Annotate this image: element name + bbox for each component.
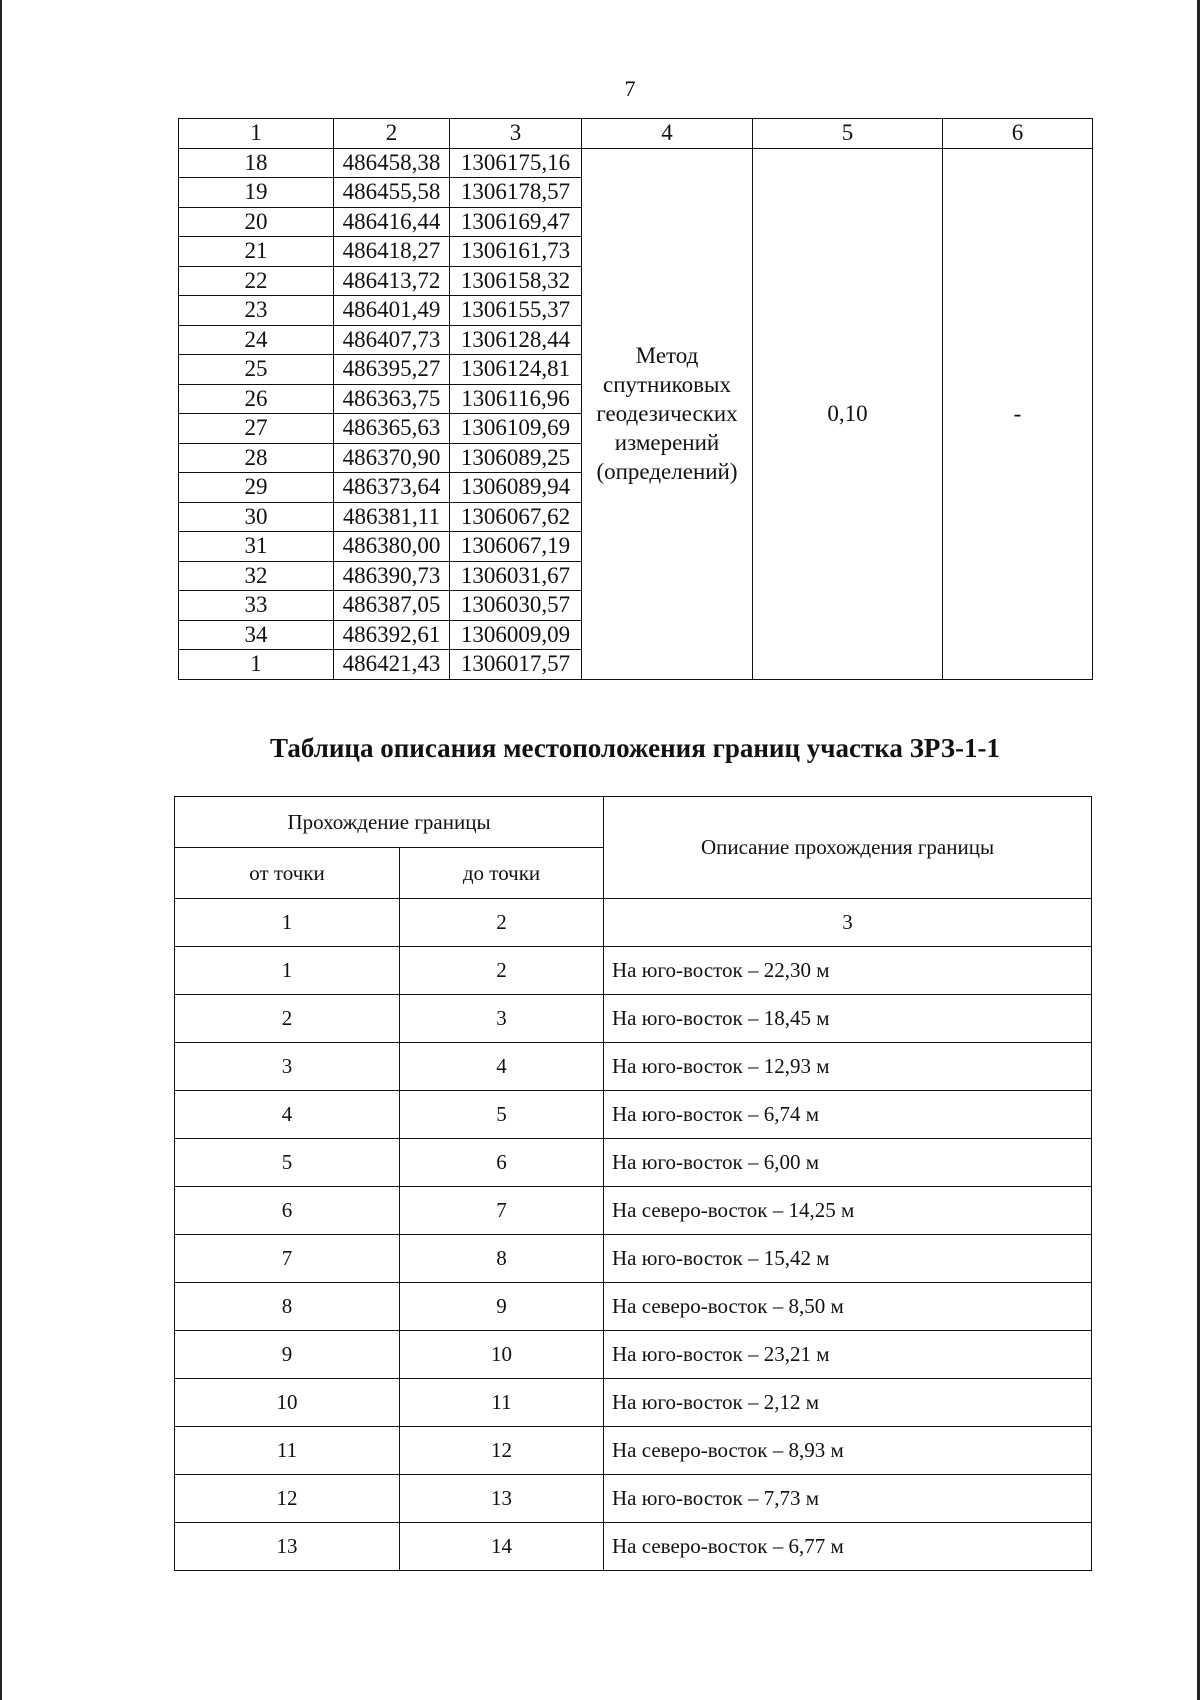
y-coordinate: 1306067,19 bbox=[450, 532, 582, 562]
from-point: 3 bbox=[175, 1043, 400, 1091]
boundary-description: На юго-восток – 22,30 м bbox=[604, 947, 1092, 995]
from-point: 13 bbox=[175, 1523, 400, 1571]
boundary-row bbox=[175, 1283, 1092, 1331]
from-point: 12 bbox=[175, 1475, 400, 1523]
boundary-row bbox=[175, 1379, 1092, 1427]
point-number: 30 bbox=[179, 502, 334, 532]
measurement-method-line: спутниковых bbox=[602, 372, 731, 397]
scan-left-edge bbox=[0, 0, 2, 1700]
boundary-row bbox=[175, 947, 1092, 995]
y-coordinate: 1306089,25 bbox=[450, 443, 582, 473]
column-number-1: 1 bbox=[175, 899, 400, 947]
from-point: 8 bbox=[175, 1283, 400, 1331]
header-from-point: от точки bbox=[175, 848, 400, 899]
boundary-description: На северо-восток – 14,25 м bbox=[604, 1187, 1092, 1235]
from-point: 9 bbox=[175, 1331, 400, 1379]
x-coordinate: 486363,75 bbox=[334, 384, 450, 414]
x-coordinate: 486458,38 bbox=[334, 148, 450, 178]
y-coordinate: 1306124,81 bbox=[450, 355, 582, 385]
to-point: 6 bbox=[400, 1139, 604, 1187]
y-coordinate: 1306161,73 bbox=[450, 237, 582, 267]
point-number: 18 bbox=[179, 148, 334, 178]
measurement-method-line: Метод bbox=[635, 343, 699, 368]
measurement-method-line: измерений bbox=[614, 430, 720, 455]
boundary-row bbox=[175, 1235, 1092, 1283]
boundary-table-body bbox=[175, 797, 1092, 1571]
coordinates-table-body bbox=[179, 119, 1093, 680]
point-number: 25 bbox=[179, 355, 334, 385]
boundary-description: На юго-восток – 7,73 м bbox=[604, 1475, 1092, 1523]
column-number-4: 4 bbox=[582, 119, 753, 149]
column-number-2: 2 bbox=[400, 899, 604, 947]
y-coordinate: 1306169,47 bbox=[450, 207, 582, 237]
point-number: 24 bbox=[179, 325, 334, 355]
boundary-row bbox=[175, 1139, 1092, 1187]
point-number: 20 bbox=[179, 207, 334, 237]
y-coordinate: 1306030,57 bbox=[450, 591, 582, 621]
boundary-row bbox=[175, 1091, 1092, 1139]
header-boundary-description: Описание прохождения границы bbox=[604, 797, 1092, 899]
boundary-row bbox=[175, 995, 1092, 1043]
x-coordinate: 486413,72 bbox=[334, 266, 450, 296]
to-point: 2 bbox=[400, 947, 604, 995]
boundary-description: На юго-восток – 6,00 м bbox=[604, 1139, 1092, 1187]
from-point: 11 bbox=[175, 1427, 400, 1475]
from-point: 7 bbox=[175, 1235, 400, 1283]
y-coordinate: 1306067,62 bbox=[450, 502, 582, 532]
table-title: Таблица описания местоположения границ участка ЗРЗ-1-1 bbox=[270, 733, 1000, 763]
column-number-2: 2 bbox=[334, 119, 450, 149]
x-coordinate: 486395,27 bbox=[334, 355, 450, 385]
boundary-row bbox=[175, 1427, 1092, 1475]
x-coordinate: 486380,00 bbox=[334, 532, 450, 562]
x-coordinate: 486373,64 bbox=[334, 473, 450, 503]
from-point: 4 bbox=[175, 1091, 400, 1139]
y-coordinate: 1306175,16 bbox=[450, 148, 582, 178]
to-point: 4 bbox=[400, 1043, 604, 1091]
x-coordinate: 486455,58 bbox=[334, 178, 450, 208]
measurement-method-line: (определений) bbox=[596, 459, 738, 484]
point-number: 23 bbox=[179, 296, 334, 326]
point-number: 22 bbox=[179, 266, 334, 296]
boundary-description: На юго-восток – 23,21 м bbox=[604, 1331, 1092, 1379]
point-number: 32 bbox=[179, 561, 334, 591]
coordinates-header-row bbox=[179, 119, 1093, 149]
to-point: 3 bbox=[400, 995, 604, 1043]
point-number: 34 bbox=[179, 620, 334, 650]
point-number: 19 bbox=[179, 178, 334, 208]
boundary-description: На северо-восток – 8,50 м bbox=[604, 1283, 1092, 1331]
boundary-row bbox=[175, 1331, 1092, 1379]
x-coordinate: 486392,61 bbox=[334, 620, 450, 650]
boundary-row bbox=[175, 1187, 1092, 1235]
column-number-5: 5 bbox=[753, 119, 943, 149]
to-point: 8 bbox=[400, 1235, 604, 1283]
header-boundary-passage: Прохождение границы bbox=[175, 797, 604, 848]
y-coordinate: 1306116,96 bbox=[450, 384, 582, 414]
boundary-row bbox=[175, 1043, 1092, 1091]
to-point: 9 bbox=[400, 1283, 604, 1331]
boundary-row bbox=[175, 1523, 1092, 1571]
header-to-point: до точки bbox=[400, 848, 604, 899]
x-coordinate: 486407,73 bbox=[334, 325, 450, 355]
from-point: 10 bbox=[175, 1379, 400, 1427]
accuracy-value: 0,10 bbox=[753, 148, 943, 679]
point-number: 21 bbox=[179, 237, 334, 267]
y-coordinate: 1306009,09 bbox=[450, 620, 582, 650]
page-number: 7 bbox=[624, 76, 636, 101]
column-6-value: - bbox=[943, 148, 1093, 679]
point-number: 33 bbox=[179, 591, 334, 621]
from-point: 2 bbox=[175, 995, 400, 1043]
coordinates-table bbox=[178, 118, 1093, 680]
x-coordinate: 486365,63 bbox=[334, 414, 450, 444]
to-point: 11 bbox=[400, 1379, 604, 1427]
from-point: 1 bbox=[175, 947, 400, 995]
boundary-header-row-1 bbox=[175, 797, 1092, 848]
y-coordinate: 1306155,37 bbox=[450, 296, 582, 326]
boundary-description: На северо-восток – 8,93 м bbox=[604, 1427, 1092, 1475]
to-point: 14 bbox=[400, 1523, 604, 1571]
column-number-3: 3 bbox=[450, 119, 582, 149]
y-coordinate: 1306109,69 bbox=[450, 414, 582, 444]
boundary-column-numbers-row bbox=[175, 899, 1092, 947]
x-coordinate: 486416,44 bbox=[334, 207, 450, 237]
y-coordinate: 1306158,32 bbox=[450, 266, 582, 296]
to-point: 7 bbox=[400, 1187, 604, 1235]
x-coordinate: 486401,49 bbox=[334, 296, 450, 326]
y-coordinate: 1306031,67 bbox=[450, 561, 582, 591]
point-number: 26 bbox=[179, 384, 334, 414]
column-number-1: 1 bbox=[179, 119, 334, 149]
boundary-description: На юго-восток – 15,42 м bbox=[604, 1235, 1092, 1283]
boundary-description-table bbox=[174, 796, 1092, 1571]
boundary-row bbox=[175, 1475, 1092, 1523]
boundary-description: На юго-восток – 6,74 м bbox=[604, 1091, 1092, 1139]
from-point: 5 bbox=[175, 1139, 400, 1187]
point-number: 28 bbox=[179, 443, 334, 473]
coordinate-row bbox=[179, 148, 1093, 178]
to-point: 13 bbox=[400, 1475, 604, 1523]
measurement-method bbox=[582, 148, 753, 679]
boundary-description: На юго-восток – 12,93 м bbox=[604, 1043, 1092, 1091]
x-coordinate: 486370,90 bbox=[334, 443, 450, 473]
to-point: 12 bbox=[400, 1427, 604, 1475]
point-number: 29 bbox=[179, 473, 334, 503]
y-coordinate: 1306089,94 bbox=[450, 473, 582, 503]
y-coordinate: 1306128,44 bbox=[450, 325, 582, 355]
y-coordinate: 1306178,57 bbox=[450, 178, 582, 208]
x-coordinate: 486421,43 bbox=[334, 650, 450, 680]
boundary-description: На юго-восток – 2,12 м bbox=[604, 1379, 1092, 1427]
x-coordinate: 486390,73 bbox=[334, 561, 450, 591]
from-point: 6 bbox=[175, 1187, 400, 1235]
to-point: 5 bbox=[400, 1091, 604, 1139]
point-number: 27 bbox=[179, 414, 334, 444]
point-number: 1 bbox=[179, 650, 334, 680]
point-number: 31 bbox=[179, 532, 334, 562]
measurement-method-line: геодезических bbox=[596, 401, 738, 426]
column-number-6: 6 bbox=[943, 119, 1093, 149]
column-number-3: 3 bbox=[604, 899, 1092, 947]
boundary-description: На юго-восток – 18,45 м bbox=[604, 995, 1092, 1043]
to-point: 10 bbox=[400, 1331, 604, 1379]
x-coordinate: 486418,27 bbox=[334, 237, 450, 267]
boundary-description: На северо-восток – 6,77 м bbox=[604, 1523, 1092, 1571]
x-coordinate: 486381,11 bbox=[334, 502, 450, 532]
x-coordinate: 486387,05 bbox=[334, 591, 450, 621]
y-coordinate: 1306017,57 bbox=[450, 650, 582, 680]
